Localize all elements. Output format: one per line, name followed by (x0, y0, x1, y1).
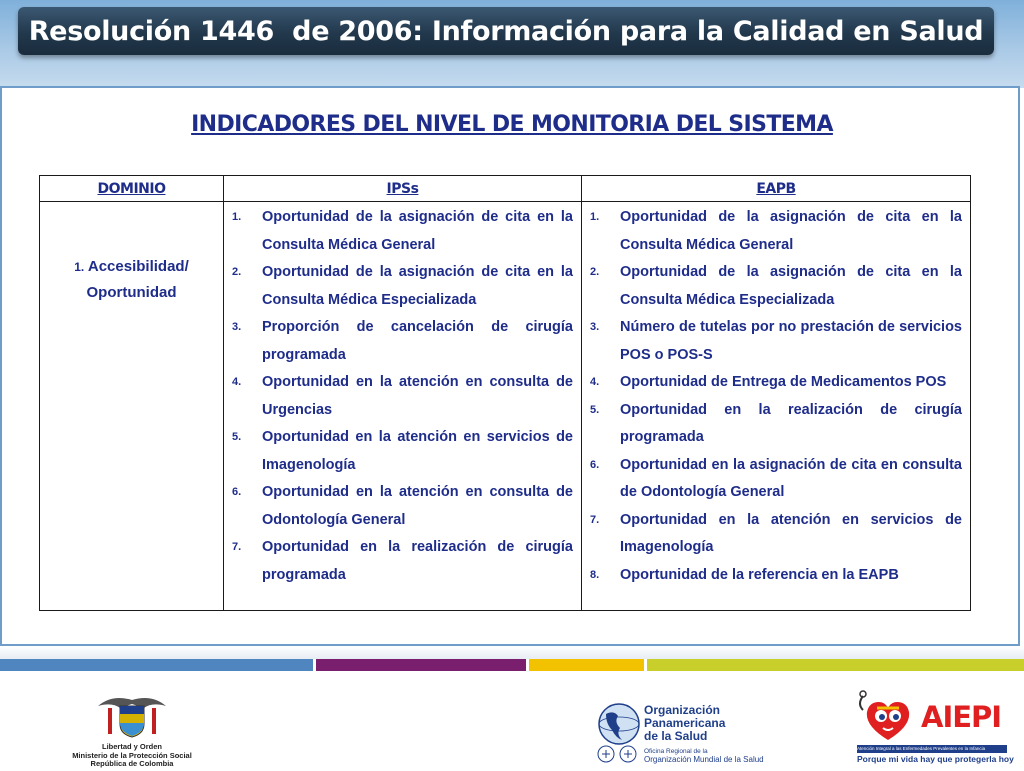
list-item (232, 204, 573, 259)
ops-logo (596, 702, 796, 768)
eapb-cell (582, 202, 971, 611)
item-text: Número de tutelas por no prestación de servicios POS o POS-S (620, 319, 962, 363)
stripe-purple (316, 659, 526, 671)
item-number: 1. (232, 211, 242, 223)
slide-title: Resolución 1446 de 2006: Información para la Calidad en Salud (28, 15, 984, 47)
ops-name-line: de la Salud (644, 729, 708, 743)
list-item (232, 259, 573, 314)
list-item (232, 369, 573, 424)
logo-line: República de Colombia (90, 759, 174, 768)
list-item (232, 314, 573, 369)
item-text: Proporción de cancelación de cirugía programada (262, 319, 573, 363)
domain-number: 1. (74, 260, 85, 274)
item-text: Oportunidad en la asignación de cita en consulta de Odontología General (620, 456, 962, 500)
ips-list (224, 202, 581, 593)
list-item (590, 369, 962, 397)
list-item (232, 534, 573, 589)
item-number: 6. (232, 486, 242, 498)
item-text: Oportunidad en la atención en consulta de Odontología General (262, 484, 573, 528)
aiepi-logo (855, 690, 1014, 766)
colombia-ministry-logo (56, 692, 208, 766)
aiepi-slogan: Porque mi vida hay que protegerla hoy (857, 754, 1014, 764)
section-heading: INDICADORES DEL NIVEL DE MONITORIA DEL SISTEMA (191, 112, 833, 137)
item-text: Oportunidad en la realización de cirugía programada (262, 539, 573, 583)
column-header-dominio: DOMINIO (40, 176, 224, 202)
table-header-row (40, 176, 971, 202)
globe-icon (596, 702, 642, 766)
item-number: 7. (232, 541, 242, 553)
item-text: Oportunidad en la atención en consulta de Urgencias (262, 374, 573, 418)
domain-cell (40, 202, 224, 611)
heart-mascot-icon (855, 690, 921, 746)
item-number: 2. (590, 266, 600, 278)
item-text: Oportunidad de la asignación de cita en la Consulta Médica Especializada (620, 264, 962, 308)
eapb-list (582, 202, 970, 593)
oms-subtitle (644, 748, 764, 763)
table-row (40, 202, 971, 611)
title-bar (18, 7, 994, 55)
item-number: 5. (232, 431, 242, 443)
list-item (232, 479, 573, 534)
ops-name-line: Panamericana (644, 716, 726, 730)
list-item (590, 507, 962, 562)
colombia-logo-text (56, 743, 208, 769)
domain-line-1: Accesibilidad/ (87, 258, 189, 275)
ips-cell (224, 202, 582, 611)
list-item (590, 562, 962, 590)
item-text: Oportunidad en la atención en servicios de Imagenología (620, 511, 962, 555)
aiepi-wordmark: AIEPI (921, 700, 1002, 734)
stripe-yellow (529, 659, 644, 671)
item-number: 3. (232, 321, 242, 333)
item-number: 5. (590, 403, 600, 416)
domain-line-2: Oportunidad (86, 284, 177, 301)
stripe-blue (0, 659, 313, 671)
item-number: 1. (590, 211, 600, 223)
item-number: 2. (232, 266, 242, 278)
aiepi-band: Atención Integral a las Enfermedades Prevalentes en la Infancia (857, 745, 1007, 753)
item-text: Oportunidad de Entrega de Medicamentos POS (620, 374, 947, 390)
ops-name (644, 704, 725, 743)
item-text: Oportunidad de la asignación de cita en la Consulta Médica General (262, 209, 573, 253)
list-item (232, 424, 573, 479)
list-item (590, 452, 962, 507)
item-text: Oportunidad de la asignación de cita en la Consulta Médica Especializada (262, 264, 573, 308)
coat-of-arms-icon (92, 692, 172, 738)
list-item (590, 259, 962, 314)
oms-line: Oficina Regional de la (644, 748, 708, 755)
logo-line: Ministerio de la Protección Social (72, 750, 192, 760)
footer-shade (0, 646, 1024, 659)
ops-name-line: Organización (644, 703, 721, 717)
item-number: 4. (232, 376, 242, 388)
item-number: 7. (590, 513, 600, 526)
oms-line: Organización Mundial de la Salud (644, 754, 764, 764)
item-number: 6. (590, 458, 600, 471)
list-item (590, 397, 962, 452)
item-number: 4. (590, 376, 600, 388)
stripe-olive (647, 659, 1024, 671)
item-text: Oportunidad en la atención en servicios de Imagenología (262, 429, 573, 473)
list-item (590, 314, 962, 369)
item-text: Oportunidad de la asignación de cita en la Consulta Médica General (620, 209, 962, 253)
item-text: Oportunidad en la realización de cirugía programada (620, 401, 962, 445)
item-number: 3. (590, 321, 600, 333)
item-number: 8. (590, 568, 600, 581)
column-header-eapb: EAPB (582, 176, 971, 202)
column-header-ipss: IPSs (224, 176, 582, 202)
list-item (590, 204, 962, 259)
color-stripes (0, 659, 1024, 671)
logo-line: Libertad y Orden (101, 742, 162, 751)
item-text: Oportunidad de la referencia en la EAPB (620, 566, 899, 583)
indicators-table (39, 175, 971, 611)
